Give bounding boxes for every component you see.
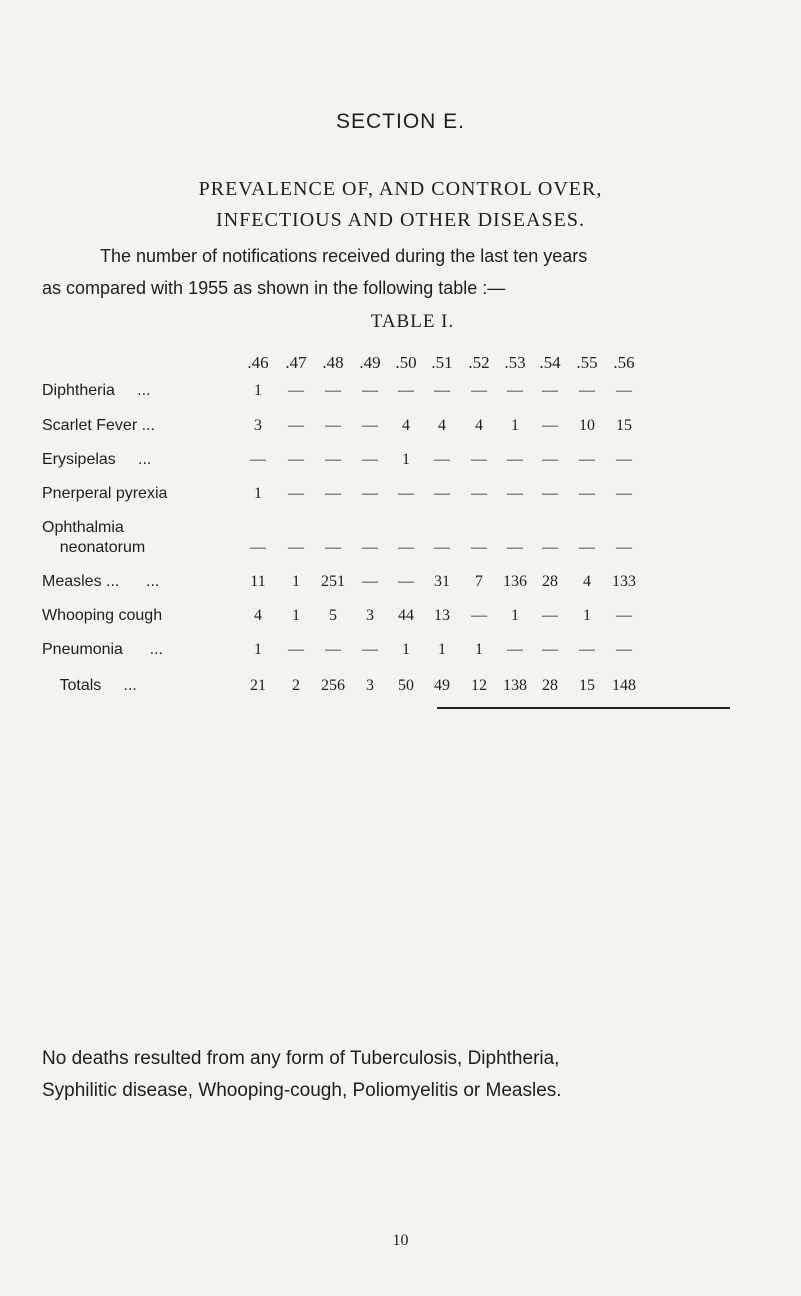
table-cell: 1 — [292, 607, 300, 624]
table-rule — [437, 707, 730, 709]
year-header: .56 — [613, 353, 635, 372]
table-cell: 5 — [329, 607, 337, 624]
table-cell: — — [616, 539, 632, 556]
table-cell: — — [507, 382, 523, 399]
table-cell: — — [398, 382, 414, 399]
table-cell: 11 — [250, 573, 266, 590]
table-cell: — — [616, 451, 632, 468]
row-label: Pneumonia ... — [42, 641, 163, 658]
table-cell: — — [471, 382, 487, 399]
year-header: .55 — [576, 353, 598, 372]
year-header: .53 — [504, 353, 526, 372]
table-cell: — — [434, 539, 450, 556]
table-cell: — — [507, 451, 523, 468]
table-cell: 1 — [475, 641, 483, 658]
totals-cell: 21 — [250, 677, 266, 694]
footnote-line-1: No deaths resulted from any form of Tuberculosis, Diphtheria, — [42, 1048, 560, 1069]
table-cell: — — [616, 641, 632, 658]
section-title: SECTION E. — [335, 110, 466, 133]
table-cell: — — [542, 417, 558, 434]
row-label: Whooping cough — [42, 607, 163, 624]
table-cell: — — [362, 485, 378, 502]
totals-cell: 2 — [292, 677, 300, 694]
table-cell: — — [471, 607, 487, 624]
table-cell: — — [542, 641, 558, 658]
table-cell: 1 — [292, 573, 300, 590]
year-header: .47 — [285, 353, 307, 372]
row-label: Pnerperal pyrexia — [42, 485, 168, 502]
table-cell: 28 — [542, 573, 558, 590]
table-cell: — — [579, 382, 595, 399]
table-cell: 1 — [583, 607, 591, 624]
footnote-line-2: Syphilitic disease, Whooping-cough, Poliomyelitis or Measles. — [42, 1080, 562, 1101]
table-cell: — — [288, 451, 304, 468]
year-header: .48 — [322, 353, 344, 372]
table-cell: — — [542, 607, 558, 624]
table-cell: — — [542, 539, 558, 556]
table-cell: 136 — [503, 573, 527, 590]
table-cell: 7 — [475, 573, 483, 590]
totals-cell: 15 — [579, 677, 595, 694]
intro-line-1: The number of notifications received during the last ten years — [100, 246, 588, 266]
table-cell: — — [288, 417, 304, 434]
table-cell: — — [362, 539, 378, 556]
table-cell: — — [471, 485, 487, 502]
table-cell: — — [507, 641, 523, 658]
table-cell: — — [398, 485, 414, 502]
table-cell: — — [507, 539, 523, 556]
table-cell: 1 — [511, 417, 519, 434]
totals-cell: 12 — [471, 677, 487, 694]
table-cell: 15 — [616, 417, 632, 434]
table-cell: — — [288, 641, 304, 658]
table-cell: — — [325, 539, 341, 556]
table-cell: — — [434, 382, 450, 399]
table-cell: 13 — [434, 607, 450, 624]
table-cell: — — [325, 641, 341, 658]
totals-cell: 3 — [366, 677, 374, 694]
table-cell: 3 — [366, 607, 374, 624]
row-label: Measles ... ... — [42, 573, 160, 590]
table-cell: — — [250, 539, 266, 556]
table-cell: — — [542, 485, 558, 502]
table-cell: — — [288, 539, 304, 556]
row-label: Ophthalmia — [42, 519, 124, 536]
totals-cell: 256 — [321, 677, 345, 694]
row-label: Diphtheria ... — [42, 382, 151, 399]
table-cell: — — [579, 485, 595, 502]
table-cell: 4 — [254, 607, 262, 624]
table-cell: 4 — [475, 417, 483, 434]
table-cell: 1 — [254, 641, 262, 658]
year-header: .49 — [359, 353, 381, 372]
table-cell: 31 — [434, 573, 450, 590]
table-cell: — — [398, 573, 414, 590]
table-cell: — — [288, 485, 304, 502]
table-cell: 133 — [612, 573, 636, 590]
table-cell: 44 — [398, 607, 414, 624]
table-cell: — — [434, 451, 450, 468]
totals-cell: 148 — [612, 677, 636, 694]
row-label: Scarlet Fever ... — [42, 417, 155, 434]
year-header: .54 — [539, 353, 561, 372]
table-cell: — — [362, 417, 378, 434]
totals-cell: 138 — [503, 677, 527, 694]
table-cell: — — [362, 382, 378, 399]
table-cell: 1 — [254, 382, 262, 399]
table-cell: — — [325, 382, 341, 399]
table-cell: — — [616, 485, 632, 502]
year-header: .46 — [247, 353, 269, 372]
totals-cell: 28 — [542, 677, 558, 694]
table-cell: 1 — [402, 451, 410, 468]
table-cell: — — [616, 382, 632, 399]
table-cell: 4 — [438, 417, 446, 434]
totals-label: Totals ... — [42, 677, 137, 694]
table-cell: — — [471, 451, 487, 468]
year-header: .52 — [468, 353, 490, 372]
page-number: 10 — [392, 1232, 409, 1249]
intro-line-2: as compared with 1955 as shown in the following table :— — [42, 278, 506, 298]
table-cell: — — [362, 451, 378, 468]
table-cell: — — [325, 451, 341, 468]
table-cell: — — [325, 485, 341, 502]
table-cell: 1 — [438, 641, 446, 658]
main-heading-line-2: INFECTIOUS AND OTHER DISEASES. — [216, 209, 585, 231]
totals-cell: 49 — [434, 677, 450, 694]
table-cell: 1 — [402, 641, 410, 658]
year-header: .50 — [395, 353, 417, 372]
table-cell: — — [362, 641, 378, 658]
table-cell: — — [616, 607, 632, 624]
table-cell: 251 — [321, 573, 345, 590]
table-cell: — — [579, 641, 595, 658]
totals-cell: 50 — [398, 677, 414, 694]
table-cell: — — [398, 539, 414, 556]
table-cell: 1 — [511, 607, 519, 624]
table-cell: 4 — [583, 573, 591, 590]
table-cell: — — [362, 573, 378, 590]
main-heading-line-1: PREVALENCE OF, AND CONTROL OVER, — [198, 178, 603, 200]
table-cell: 1 — [254, 485, 262, 502]
table-cell: 3 — [254, 417, 262, 434]
table-cell: — — [579, 539, 595, 556]
table-cell: — — [434, 485, 450, 502]
table-cell: — — [542, 451, 558, 468]
row-label: Erysipelas ... — [42, 451, 152, 468]
table-cell: 10 — [579, 417, 595, 434]
table-cell: 4 — [402, 417, 410, 434]
row-label-continuation: neonatorum — [42, 539, 146, 556]
table-cell: — — [288, 382, 304, 399]
table-cell: — — [579, 451, 595, 468]
table-cell: — — [471, 539, 487, 556]
table-cell: — — [507, 485, 523, 502]
table-cell: — — [325, 417, 341, 434]
table-cell: — — [250, 451, 266, 468]
table-title: TABLE I. — [370, 311, 455, 332]
table-cell: — — [542, 382, 558, 399]
year-header: .51 — [431, 353, 453, 372]
